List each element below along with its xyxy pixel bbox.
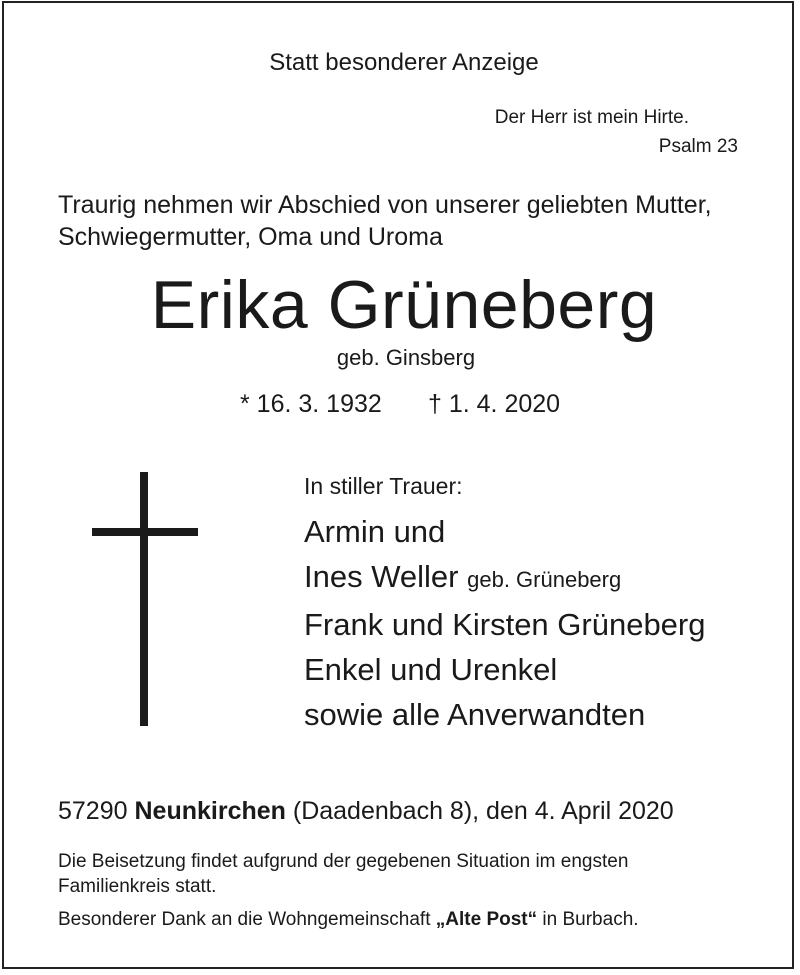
mourner-line-5: sowie alle Anverwandten <box>304 697 646 732</box>
place-and-date <box>58 797 674 826</box>
mourners-list <box>304 509 784 737</box>
quote-source: Psalm 23 <box>658 136 738 157</box>
intro-text <box>58 189 778 253</box>
town: Neunkirchen <box>134 797 286 825</box>
mourner-name: Ines Weller <box>304 559 459 594</box>
death-date: † 1. 4. 2020 <box>428 390 561 418</box>
mourner-line-4: Enkel und Urenkel <box>304 652 558 687</box>
thanks-prefix: Besonderer Dank an die Wohngemeinschaft <box>58 909 431 930</box>
burial-note-line-1: Die Beisetzung findet aufgrund der gegebenen Situation im engsten <box>58 851 629 872</box>
postcode: 57290 <box>58 797 128 825</box>
mourner-maiden-name: geb. Grüneberg <box>467 567 622 592</box>
burial-note <box>58 849 758 899</box>
cross-vertical-bar <box>140 472 148 726</box>
maiden-name: geb. Ginsberg <box>336 345 476 370</box>
intro-line-2: Schwiegermutter, Oma und Uroma <box>58 223 443 251</box>
birth-date: * 16. 3. 1932 <box>240 390 382 418</box>
mourner-line-3: Frank und Kirsten Grüneberg <box>304 607 706 642</box>
obituary-card <box>2 1 794 969</box>
mourning-label: In stiller Trauer: <box>304 473 463 499</box>
mourner-line-2 <box>304 554 784 602</box>
cross-horizontal-bar <box>92 528 198 536</box>
mourner-line-1: Armin und <box>304 514 446 549</box>
address-date: (Daadenbach 8), den 4. April 2020 <box>292 797 674 825</box>
thanks-highlight: „Alte Post“ <box>435 909 538 930</box>
burial-note-line-2: Familienkreis statt. <box>58 876 217 897</box>
intro-line-1: Traurig nehmen wir Abschied von unserer geliebten Mutter, <box>58 191 712 219</box>
bible-quote: Der Herr ist mein Hirte. <box>494 107 689 128</box>
thanks-note <box>58 909 639 931</box>
thanks-suffix: in Burbach. <box>542 909 639 930</box>
deceased-name: Erika Grüneberg <box>150 267 658 343</box>
notice-heading: Statt besonderer Anzeige <box>269 49 539 76</box>
